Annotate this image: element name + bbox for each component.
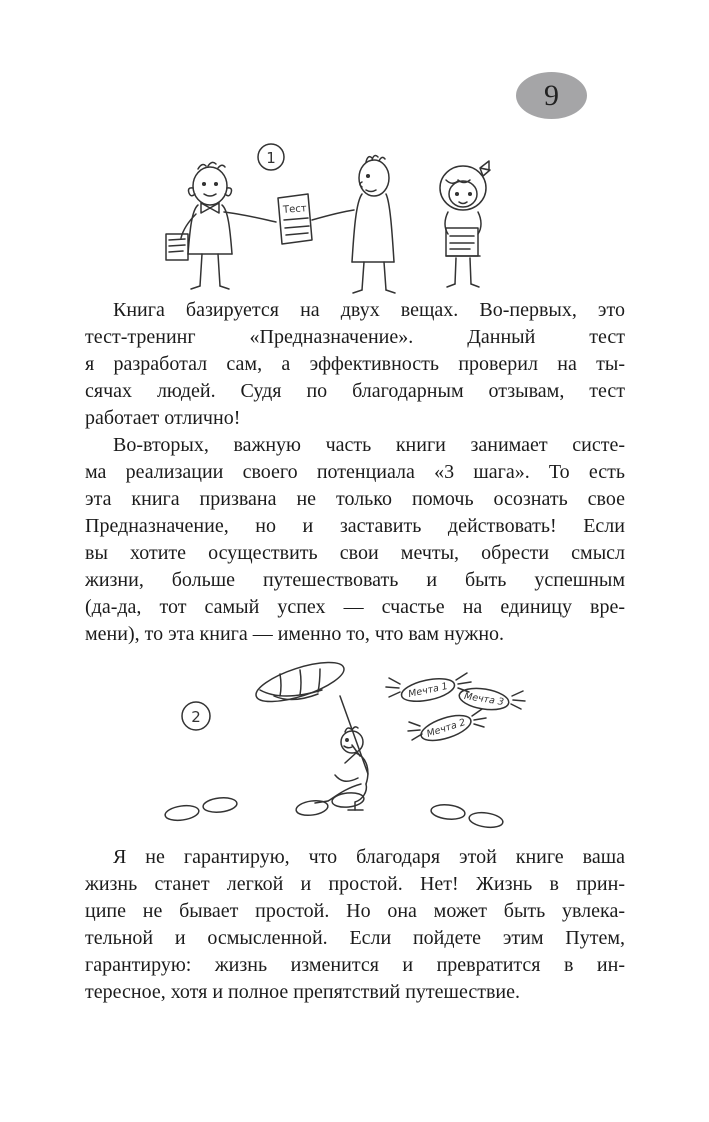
text-line: Я не гарантирую, что благодаря этой книге ваша [113,846,625,868]
text-line: тельной и осмысленной. Если пойдете этим Путем, [85,927,625,949]
text-line: мени), то эта книга — именно то, что вам нужно. [85,623,505,645]
page-number: 9 [544,78,559,112]
text-line: гарантирую: жизнь изменится и превратится в ин- [85,954,625,976]
text-line: ципе не бывает простой. Но она может быть увлека- [85,900,625,922]
dream-catching-drawing [140,650,535,835]
text-line: я разработал сам, а эффективность проверил на ты- [85,353,625,375]
text-line: жизни, больше путешествовать и быть успешным [85,569,625,591]
dream-3 [458,685,525,713]
text-block-2 [85,844,625,1006]
page-number-badge [516,72,587,119]
text-line: Во-вторых, важную часть книги занимает систе- [113,434,625,456]
test-paper [278,194,312,244]
dream-3-label: Мечта 3 [463,690,505,709]
illustration-2-badge-label: 2 [191,708,201,726]
right-man-figure [312,156,395,293]
girl-figure [440,161,490,287]
net-runner-figure [315,727,368,810]
paragraph-1 [85,297,625,432]
text-line: тест-тренинг «Предназначение». Данный тест [85,326,625,348]
text-line: тересное, хотя и полное препятствий путешествие. [85,981,520,1003]
text-line: эта книга призвана не только помочь осознать свое [85,488,625,510]
paragraph-3 [85,844,625,1006]
text-line: (да-да, тот самый успех — счастье на единицу вре- [85,596,625,618]
text-line: сячах людей. Судя по благодарным отзывам, тест [85,380,625,402]
butterfly-net [252,654,368,774]
text-line: жизнь станет легкой и простой. Нет! Жизнь в прин- [85,873,625,895]
illustration-1-badge-label: 1 [266,149,276,167]
dream-2 [408,709,486,746]
text-line: Предназначение, но и заставить действовать! Если [85,515,625,537]
paragraph-2 [85,432,625,648]
illustration-dream-catching [140,650,535,840]
text-line: вы хотите осуществить свои мечты, обрести смысл [85,542,625,564]
left-man-figure [166,162,276,289]
dream-1-label: Мечта 1 [407,680,449,701]
text-line: ма реализации своего потенциала «3 шага». То есть [85,461,625,483]
text-line: Книга базируется на двух вещах. Во-первых, это [113,299,625,321]
dream-1 [386,673,471,705]
test-paper-label: Тест [282,203,307,216]
illustration-test-handover [158,136,508,306]
text-line: работает отлично! [85,407,241,429]
dream-2-label: Мечта 2 [425,717,467,740]
text-block-1 [85,297,625,648]
footprints [164,791,504,829]
test-handover-drawing [158,136,508,301]
